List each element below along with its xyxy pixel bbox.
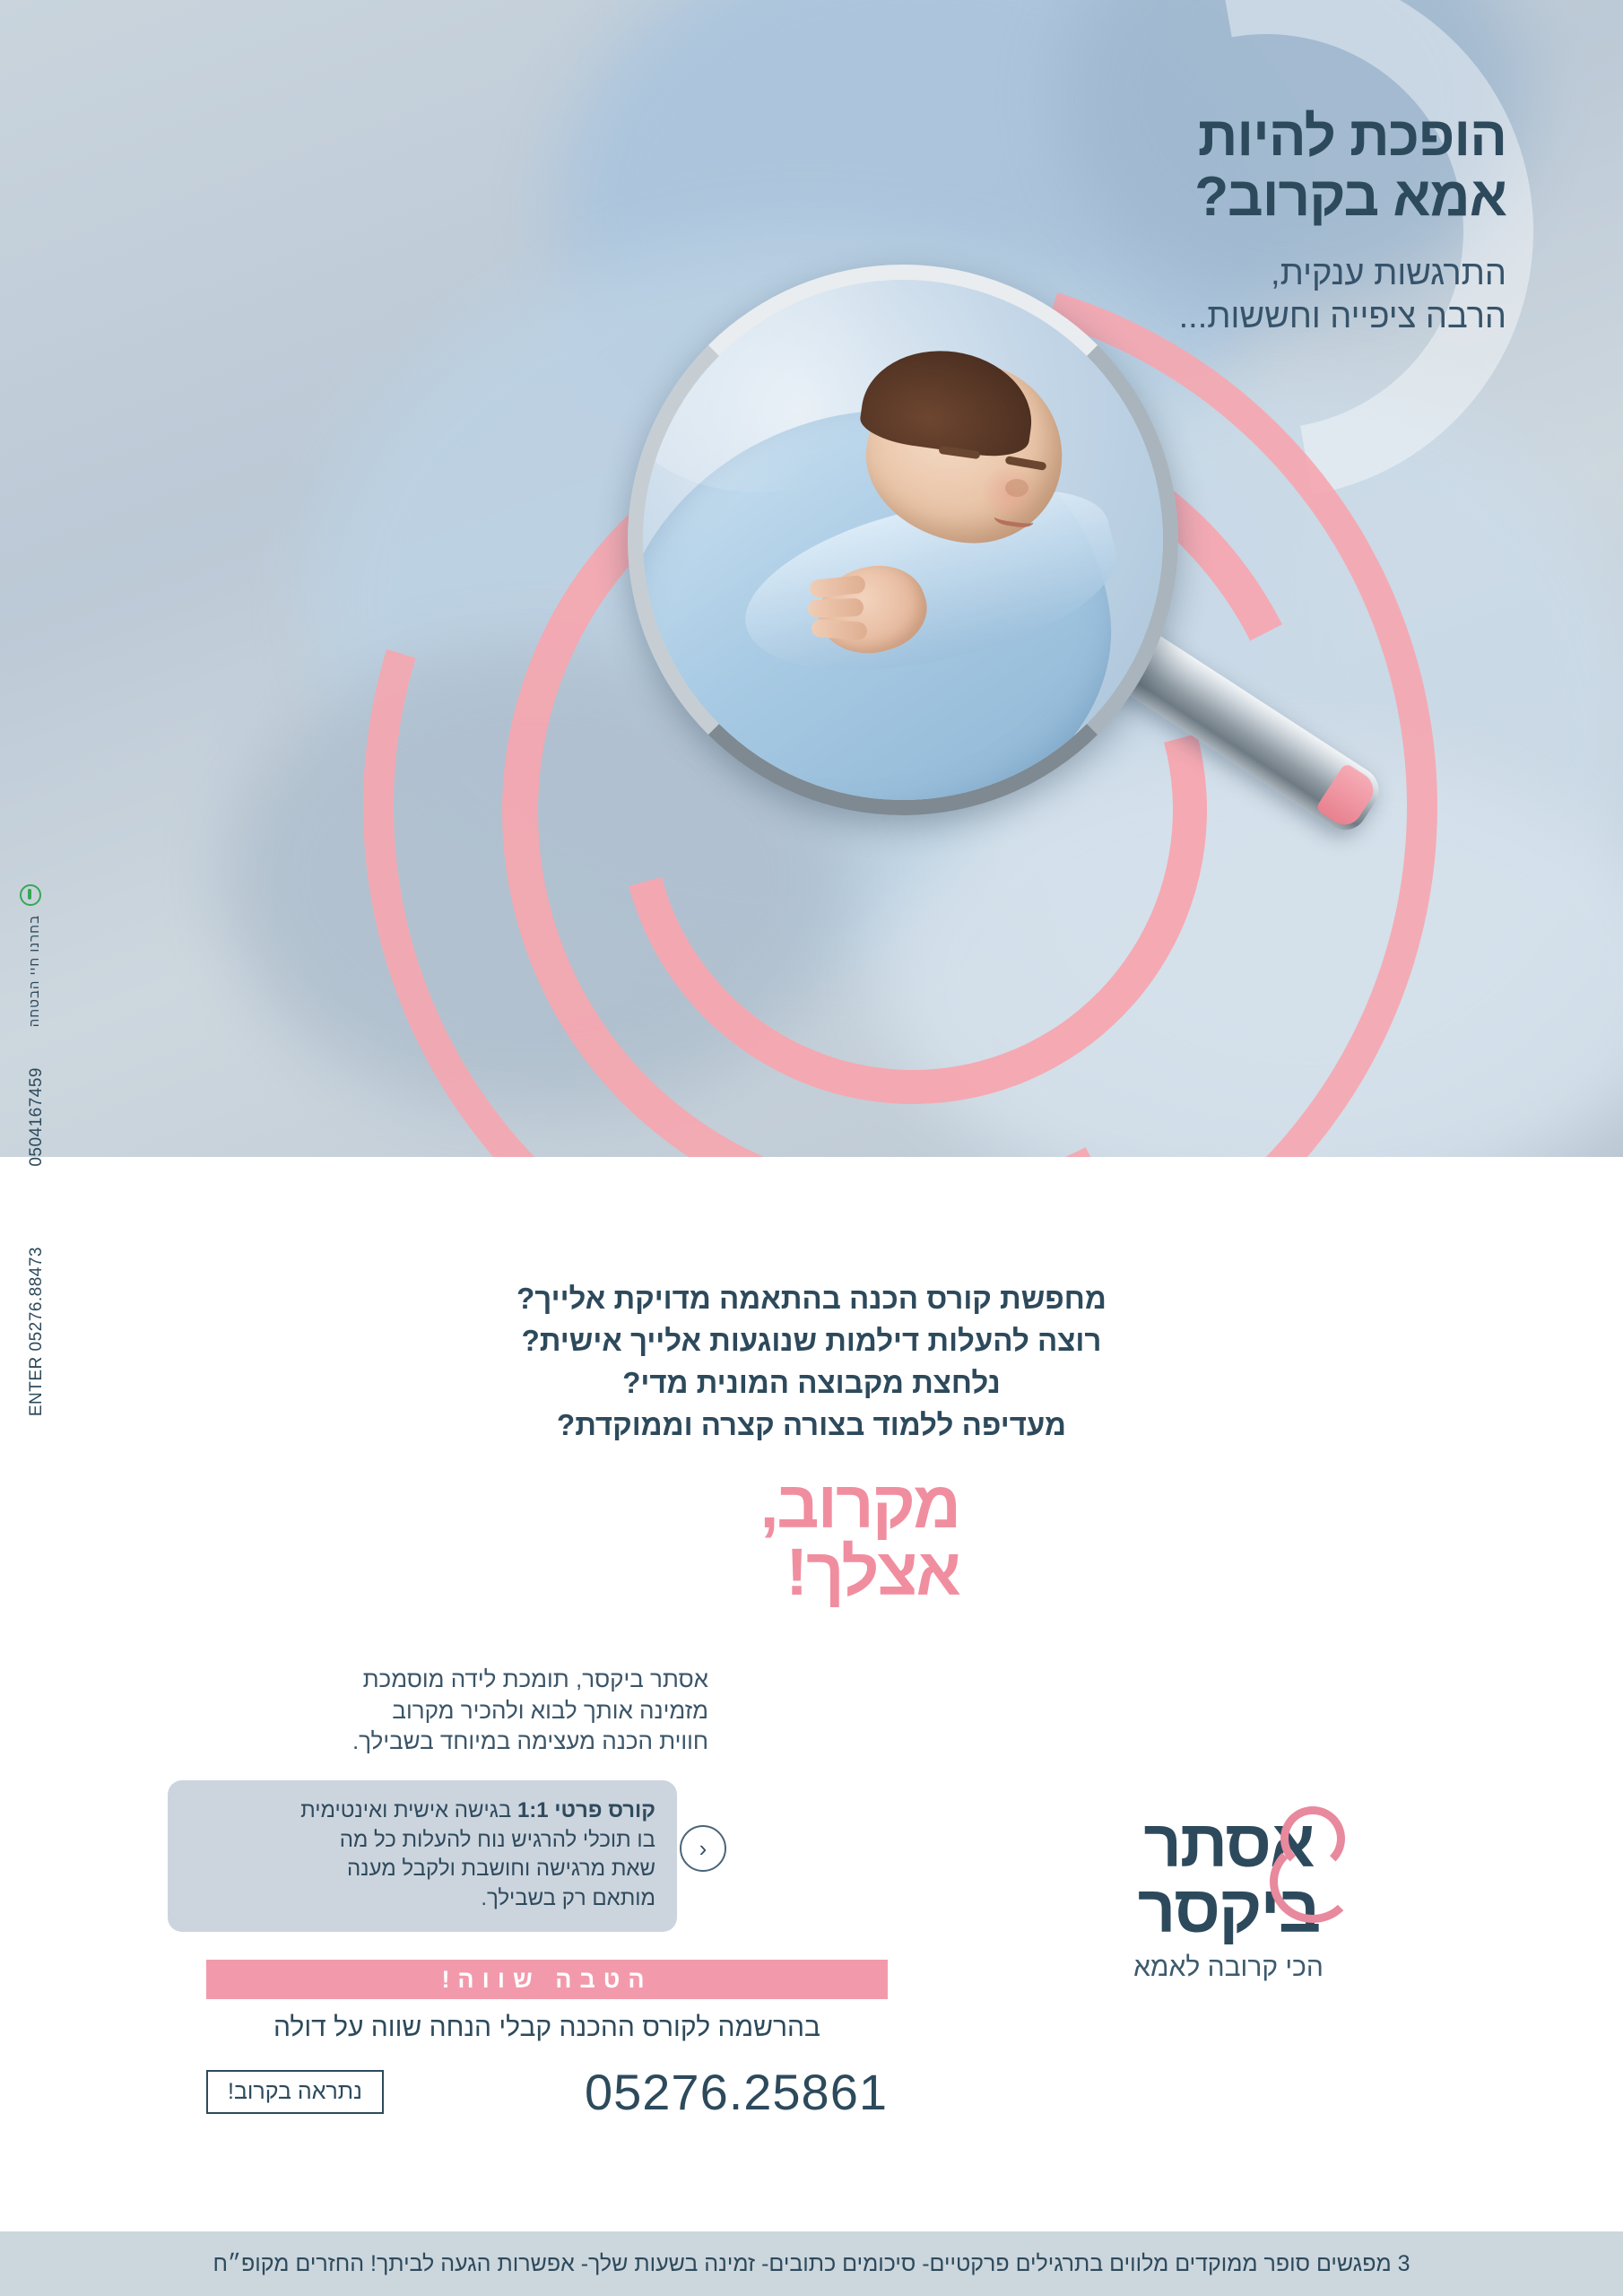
pink-slogan bbox=[759, 1467, 959, 1610]
magnifying-glass-illustration bbox=[628, 265, 1417, 785]
intro-line: אסתר ביקסר, תומכת לידה מוסמכת bbox=[362, 1665, 708, 1692]
question-line: רוצה להעלות דילמות שנוגעות אלייך אישית? bbox=[521, 1323, 1102, 1357]
logo-word-bottom: ביקסר bbox=[1137, 1871, 1320, 1946]
sleeping-baby-photo bbox=[643, 280, 1163, 800]
offer-description: בהרשמה לקורס ההכנה קבלי הנחה שווה על דולה bbox=[273, 2013, 820, 2042]
questions-block bbox=[0, 1278, 1623, 1446]
private-course-callout bbox=[168, 1780, 677, 1932]
leaf-icon bbox=[20, 884, 41, 906]
callout-line: מותאם רק בשבילך. bbox=[481, 1885, 655, 1910]
intro-paragraph bbox=[206, 1664, 708, 1757]
callout-first-line bbox=[189, 1796, 655, 1826]
logo-wordmark bbox=[1040, 1806, 1417, 1946]
baby-finger bbox=[811, 619, 867, 640]
hero-title-line-2: אמא בקרוב? bbox=[1194, 165, 1506, 228]
intro-line: מזמינה אותך לבוא ולהכיר מקרוב bbox=[392, 1696, 708, 1724]
baby-nose bbox=[1005, 479, 1028, 497]
intro-line: חווית הכנה מעצימה במיוחד בשבילך. bbox=[352, 1727, 708, 1755]
phone-number[interactable]: 05276.25861 bbox=[584, 2064, 888, 2120]
baby-finger bbox=[808, 598, 864, 618]
eco-label: בחרנו חיי הבטחה bbox=[27, 915, 42, 1028]
offer-banner: הטבה שווה! bbox=[206, 1960, 888, 1999]
hero-title-line-1: הופכת להיות bbox=[1197, 106, 1506, 168]
brand-logo bbox=[1040, 1806, 1417, 1983]
hero-subtitle bbox=[1179, 253, 1506, 338]
logo-tagline: הכי קרובה לאמא bbox=[1133, 1952, 1324, 1983]
slogan-line-2: אצלך! bbox=[785, 1535, 959, 1610]
question-line: מעדיפה ללמוד בצורה קצרה וממוקדת? bbox=[557, 1407, 1066, 1441]
question-line: מחפשת קורס הכנה בהתאמה מדויקת אלייך? bbox=[516, 1282, 1107, 1315]
footer-bar bbox=[0, 2231, 1623, 2296]
footer-text: 3 מפגשים סופר ממוקדים מלווים בתרגילים פרקטיים- סיכומים כתובים- זמינה בשעות שלך- אפשרות הגעה לביתך! החזרים מקופ״ח bbox=[213, 2250, 1410, 2276]
callout-line: בו תוכלי להרגיש נוח להעלות כל מה bbox=[339, 1827, 655, 1852]
logo-word-top: אסתר bbox=[1143, 1806, 1314, 1881]
side-phone-number: 0504167459 bbox=[27, 1067, 46, 1167]
mother-body-icon-part bbox=[1270, 1840, 1356, 1923]
magnifier-lens bbox=[628, 265, 1178, 815]
chevron-left-icon[interactable]: ‹ bbox=[680, 1825, 726, 1872]
slogan-line-1: מקרוב, bbox=[759, 1467, 959, 1542]
question-line: נלחצת מקבוצה המונית מדי? bbox=[622, 1365, 1001, 1399]
hero-title bbox=[1194, 108, 1506, 228]
contact-row bbox=[206, 2063, 888, 2121]
side-enter-code: ENTER 05276.88473 bbox=[27, 1247, 46, 1417]
callout-line: שאת מרגישה וחושבת ולקבל מענה bbox=[346, 1857, 655, 1882]
callout-first-line-rest: בגישה אישית ואינטימית bbox=[300, 1798, 512, 1822]
mother-and-baby-icon bbox=[1264, 1806, 1347, 1907]
hero-subtitle-line-2: הרבה ציפייה וחששות... bbox=[1178, 297, 1506, 335]
callout-bold-label: קורס פרטי 1:1 bbox=[516, 1798, 655, 1822]
hero-subtitle-line-1: התרגשות ענקית, bbox=[1271, 255, 1506, 292]
cta-button[interactable]: נתראה בקרוב! bbox=[206, 2070, 384, 2114]
